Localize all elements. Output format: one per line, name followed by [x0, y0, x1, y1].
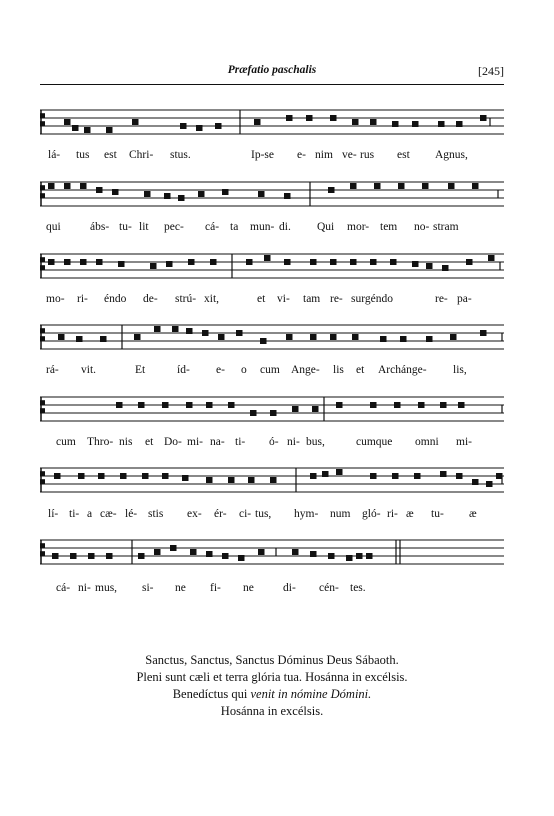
syllable: stis — [148, 508, 164, 520]
syllable: hym- — [294, 508, 319, 520]
syllable: tus — [76, 149, 90, 161]
neume-note — [162, 402, 169, 408]
neume-note — [112, 189, 119, 195]
syllable: ni- — [78, 582, 91, 594]
syllable: fi- — [210, 582, 221, 594]
syllable: stus. — [170, 149, 191, 161]
lyrics-line-2 — [40, 221, 504, 237]
neume-note — [466, 259, 473, 265]
neume-note — [306, 115, 313, 121]
neume-note — [370, 473, 377, 479]
neume-note — [254, 119, 261, 125]
neume-note — [440, 402, 447, 408]
neume-note — [426, 336, 433, 342]
syllable: stram — [433, 221, 459, 233]
lyrics-line-5 — [40, 436, 504, 452]
neume-note — [456, 121, 463, 127]
neume-note — [170, 545, 177, 551]
neume-note — [438, 121, 445, 127]
syllable: mor- — [347, 221, 370, 233]
syllable: na- — [210, 436, 225, 448]
neume-note — [310, 334, 317, 340]
neume-note — [284, 193, 291, 199]
syllable: ex- — [187, 508, 202, 520]
neume-note — [166, 261, 173, 267]
neume-note — [398, 183, 405, 189]
syllable: ne — [243, 582, 254, 594]
neume-note — [80, 183, 87, 189]
syllable: ta — [230, 221, 239, 233]
syllable: tam — [303, 293, 321, 305]
neume-note — [162, 473, 169, 479]
neume-note — [196, 125, 203, 131]
syllable: e- — [297, 149, 306, 161]
neume-note — [390, 259, 397, 265]
lyrics-line-1 — [40, 149, 504, 165]
neume-note — [258, 549, 265, 555]
syllable: et — [145, 436, 154, 448]
syllable: ó- — [269, 436, 279, 448]
neume-note — [412, 261, 419, 267]
neume-note — [400, 336, 407, 342]
syllable: ér- — [214, 508, 227, 520]
neume-note — [206, 402, 213, 408]
sanctus-line-3 — [40, 686, 504, 703]
syllable: tu- — [431, 508, 444, 520]
neume-note — [284, 259, 291, 265]
syllable: lé- — [125, 508, 138, 520]
syllable: ti- — [235, 436, 246, 448]
syllable: Chri- — [129, 149, 154, 161]
syllable: ri- — [387, 508, 398, 520]
syllable: et — [257, 293, 266, 305]
neume-note — [286, 115, 293, 121]
syllable: gló- — [362, 508, 381, 520]
neume-note — [218, 334, 225, 340]
syllable: xit, — [204, 293, 220, 305]
neume-note — [64, 183, 71, 189]
neume-note — [440, 471, 447, 477]
neume-note — [264, 255, 271, 261]
syllable: lis, — [453, 364, 467, 376]
header-rule — [40, 84, 504, 85]
neume-note — [292, 549, 299, 555]
music-staff-2 — [40, 176, 504, 212]
neume-note — [186, 402, 193, 408]
neume-note — [138, 402, 145, 408]
syllable: mo- — [46, 293, 65, 305]
neume-note — [154, 549, 161, 555]
syllable: cæ- — [100, 508, 117, 520]
neume-note — [330, 334, 337, 340]
neume-note — [356, 553, 363, 559]
music-staff-5 — [40, 391, 504, 427]
neume-note — [260, 338, 267, 344]
neume-note — [150, 263, 157, 269]
neume-note — [352, 119, 359, 125]
neume-note — [202, 330, 209, 336]
neume-note — [222, 189, 229, 195]
syllable: lit — [139, 221, 149, 233]
neume-note — [72, 125, 79, 131]
neume-note — [414, 473, 421, 479]
syllable: cá- — [56, 582, 71, 594]
syllable: a — [87, 508, 93, 520]
syllable: tus, — [255, 508, 272, 520]
syllable: mi- — [187, 436, 203, 448]
neume-note — [116, 402, 123, 408]
neume-note — [222, 553, 229, 559]
neume-note — [178, 195, 185, 201]
neume-note — [206, 551, 213, 557]
neume-note — [310, 551, 317, 557]
c-clef-icon — [40, 540, 45, 564]
syllable: Agnus, — [435, 149, 468, 161]
lyrics-line-4 — [40, 364, 504, 380]
neume-note — [134, 334, 141, 340]
neume-note — [76, 336, 83, 342]
neume-note — [292, 406, 299, 412]
page-number: [245] — [478, 64, 504, 78]
neume-note — [472, 183, 479, 189]
running-title: Præfatio paschalis — [227, 64, 317, 76]
c-clef-icon — [40, 397, 45, 421]
neume-note — [380, 336, 387, 342]
syllable: mus, — [95, 582, 118, 594]
neume-note — [58, 334, 65, 340]
neume-note — [270, 477, 277, 483]
syllable: ve- — [342, 149, 357, 161]
neume-note — [392, 121, 399, 127]
neume-note — [54, 473, 61, 479]
neume-note — [496, 473, 503, 479]
neume-note — [48, 259, 55, 265]
syllable: e- — [216, 364, 225, 376]
syllable: omni — [415, 436, 439, 448]
neume-note — [426, 263, 433, 269]
syllable: pec- — [164, 221, 184, 233]
lyrics-line-3 — [40, 293, 504, 309]
neume-note — [210, 259, 217, 265]
neume-note — [418, 402, 425, 408]
neume-note — [88, 553, 95, 559]
neume-note — [442, 265, 449, 271]
syllable: cum — [260, 364, 280, 376]
lyrics-line-7 — [40, 582, 504, 598]
syllable: éndo — [104, 293, 127, 305]
syllable: ri- — [77, 293, 88, 305]
neume-note — [64, 259, 71, 265]
syllable: nis — [119, 436, 133, 448]
neume-note — [486, 481, 493, 487]
neume-note — [352, 334, 359, 340]
syllable: est — [397, 149, 410, 161]
neume-note — [154, 326, 161, 332]
neume-note — [328, 553, 335, 559]
neume-note — [190, 549, 197, 555]
syllable: qui — [46, 221, 61, 233]
neume-note — [238, 555, 245, 561]
syllable: di- — [283, 582, 296, 594]
neume-note — [78, 473, 85, 479]
syllable: cá- — [205, 221, 220, 233]
c-clef-icon — [40, 468, 45, 492]
neume-note — [80, 259, 87, 265]
neume-note — [188, 259, 195, 265]
sanctus-text — [40, 652, 504, 720]
neume-note — [236, 330, 243, 336]
neume-note — [480, 330, 487, 336]
syllable: lí- — [48, 508, 59, 520]
syllable: mun- — [250, 221, 275, 233]
neume-note — [322, 471, 329, 477]
neume-note — [350, 183, 357, 189]
neume-note — [336, 402, 343, 408]
syllable: rá- — [46, 364, 59, 376]
neume-note — [422, 183, 429, 189]
sanctus-line-3-roman: Benedíctus qui — [172, 687, 248, 701]
syllable: lá- — [48, 149, 61, 161]
syllable: cén- — [319, 582, 339, 594]
syllable: tes. — [350, 582, 366, 594]
syllable: pa- — [457, 293, 472, 305]
neume-note — [96, 187, 103, 193]
neume-note — [182, 475, 189, 481]
neume-note — [48, 183, 55, 189]
c-clef-icon — [40, 325, 45, 349]
sanctus-line-4: Hosánna in excélsis. — [220, 704, 324, 718]
syllable: surgéndo — [351, 293, 393, 305]
neume-note — [52, 553, 59, 559]
neume-note — [312, 406, 319, 412]
neume-note — [286, 334, 293, 340]
sanctus-line-2: Pleni sunt cæli et terra glória tua. Hosánna in excélsis. — [136, 670, 408, 684]
syllable: o — [241, 364, 247, 376]
neume-note — [448, 183, 455, 189]
neume-note — [370, 402, 377, 408]
neume-note — [458, 402, 465, 408]
music-staff-6 — [40, 462, 504, 498]
neume-note — [480, 115, 487, 121]
syllable: ci- — [239, 508, 252, 520]
neume-note — [456, 473, 463, 479]
syllable: nim — [315, 149, 333, 161]
neume-note — [70, 553, 77, 559]
neume-note — [164, 193, 171, 199]
neume-note — [198, 191, 205, 197]
neume-note — [330, 259, 337, 265]
neume-note — [118, 261, 125, 267]
neume-note — [472, 479, 479, 485]
neume-note — [488, 255, 495, 261]
neume-note — [330, 115, 337, 121]
syllable: re- — [330, 293, 343, 305]
syllable: Thro- — [87, 436, 114, 448]
syllable: vit. — [81, 364, 97, 376]
neume-note — [370, 119, 377, 125]
neume-note — [106, 127, 113, 133]
neume-note — [270, 410, 277, 416]
sanctus-line-3-italic: venit in nómine Dómini. — [250, 687, 372, 701]
neume-note — [180, 123, 187, 129]
neume-note — [142, 473, 149, 479]
neume-note — [258, 191, 265, 197]
syllable: no- — [414, 221, 430, 233]
neume-note — [84, 127, 91, 133]
syllable: bus, — [306, 436, 325, 448]
syllable: íd- — [177, 364, 190, 376]
neume-note — [310, 473, 317, 479]
neume-note — [206, 477, 213, 483]
syllable: æ — [406, 508, 414, 520]
neume-note — [374, 183, 381, 189]
neume-note — [328, 187, 335, 193]
neume-note — [336, 469, 343, 475]
syllable: Qui — [317, 221, 335, 233]
syllable: et — [356, 364, 365, 376]
neume-note — [310, 259, 317, 265]
syllable: ne — [175, 582, 186, 594]
neume-note — [370, 259, 377, 265]
syllable: re- — [435, 293, 448, 305]
neume-note — [172, 326, 179, 332]
neume-note — [350, 259, 357, 265]
neume-note — [246, 259, 253, 265]
sanctus-line-1: Sanctus, Sanctus, Sanctus Dóminus Deus Sábaoth. — [145, 653, 399, 667]
neume-note — [248, 477, 255, 483]
syllable: Ange- — [291, 364, 320, 376]
syllable: Ip-se — [251, 149, 274, 161]
syllable: tem — [380, 221, 398, 233]
syllable: tu- — [119, 221, 132, 233]
syllable: ábs- — [90, 221, 110, 233]
syllable: cum — [56, 436, 76, 448]
neume-note — [96, 259, 103, 265]
syllable: vi- — [277, 293, 290, 305]
neume-note — [394, 402, 401, 408]
neume-note — [366, 553, 373, 559]
neume-note — [98, 473, 105, 479]
syllable: lis — [333, 364, 344, 376]
syllable: æ — [469, 508, 477, 520]
neume-note — [392, 473, 399, 479]
music-staff-7 — [40, 534, 504, 570]
syllable: rus — [360, 149, 375, 161]
syllable: cumque — [356, 436, 393, 448]
c-clef-icon — [40, 254, 45, 278]
syllable: num — [330, 508, 351, 520]
neume-note — [346, 555, 353, 561]
syllable: ti- — [69, 508, 80, 520]
syllable: Do- — [164, 436, 182, 448]
neume-note — [64, 119, 71, 125]
neume-note — [138, 553, 145, 559]
neume-note — [228, 477, 235, 483]
music-staff-3 — [40, 248, 504, 284]
neume-note — [412, 121, 419, 127]
neume-note — [450, 334, 457, 340]
neume-note — [250, 410, 257, 416]
syllable: ni- — [287, 436, 300, 448]
neume-note — [144, 191, 151, 197]
syllable: est — [104, 149, 117, 161]
c-clef-icon — [40, 110, 45, 134]
syllable: di. — [279, 221, 291, 233]
neume-note — [215, 123, 222, 129]
syllable: si- — [142, 582, 154, 594]
music-staff-1 — [40, 104, 504, 140]
neume-note — [106, 553, 113, 559]
lyrics-line-6 — [40, 508, 504, 524]
neume-note — [186, 328, 193, 334]
neume-note — [228, 402, 235, 408]
syllable: de- — [143, 293, 158, 305]
music-staff-4 — [40, 319, 504, 355]
page-header — [40, 64, 504, 82]
neume-note — [100, 336, 107, 342]
c-clef-icon — [40, 182, 45, 206]
syllable: mi- — [456, 436, 472, 448]
syllable: Et — [135, 364, 146, 376]
syllable: Archánge- — [378, 364, 427, 376]
neume-note — [132, 119, 139, 125]
neume-note — [120, 473, 127, 479]
syllable: strú- — [175, 293, 197, 305]
